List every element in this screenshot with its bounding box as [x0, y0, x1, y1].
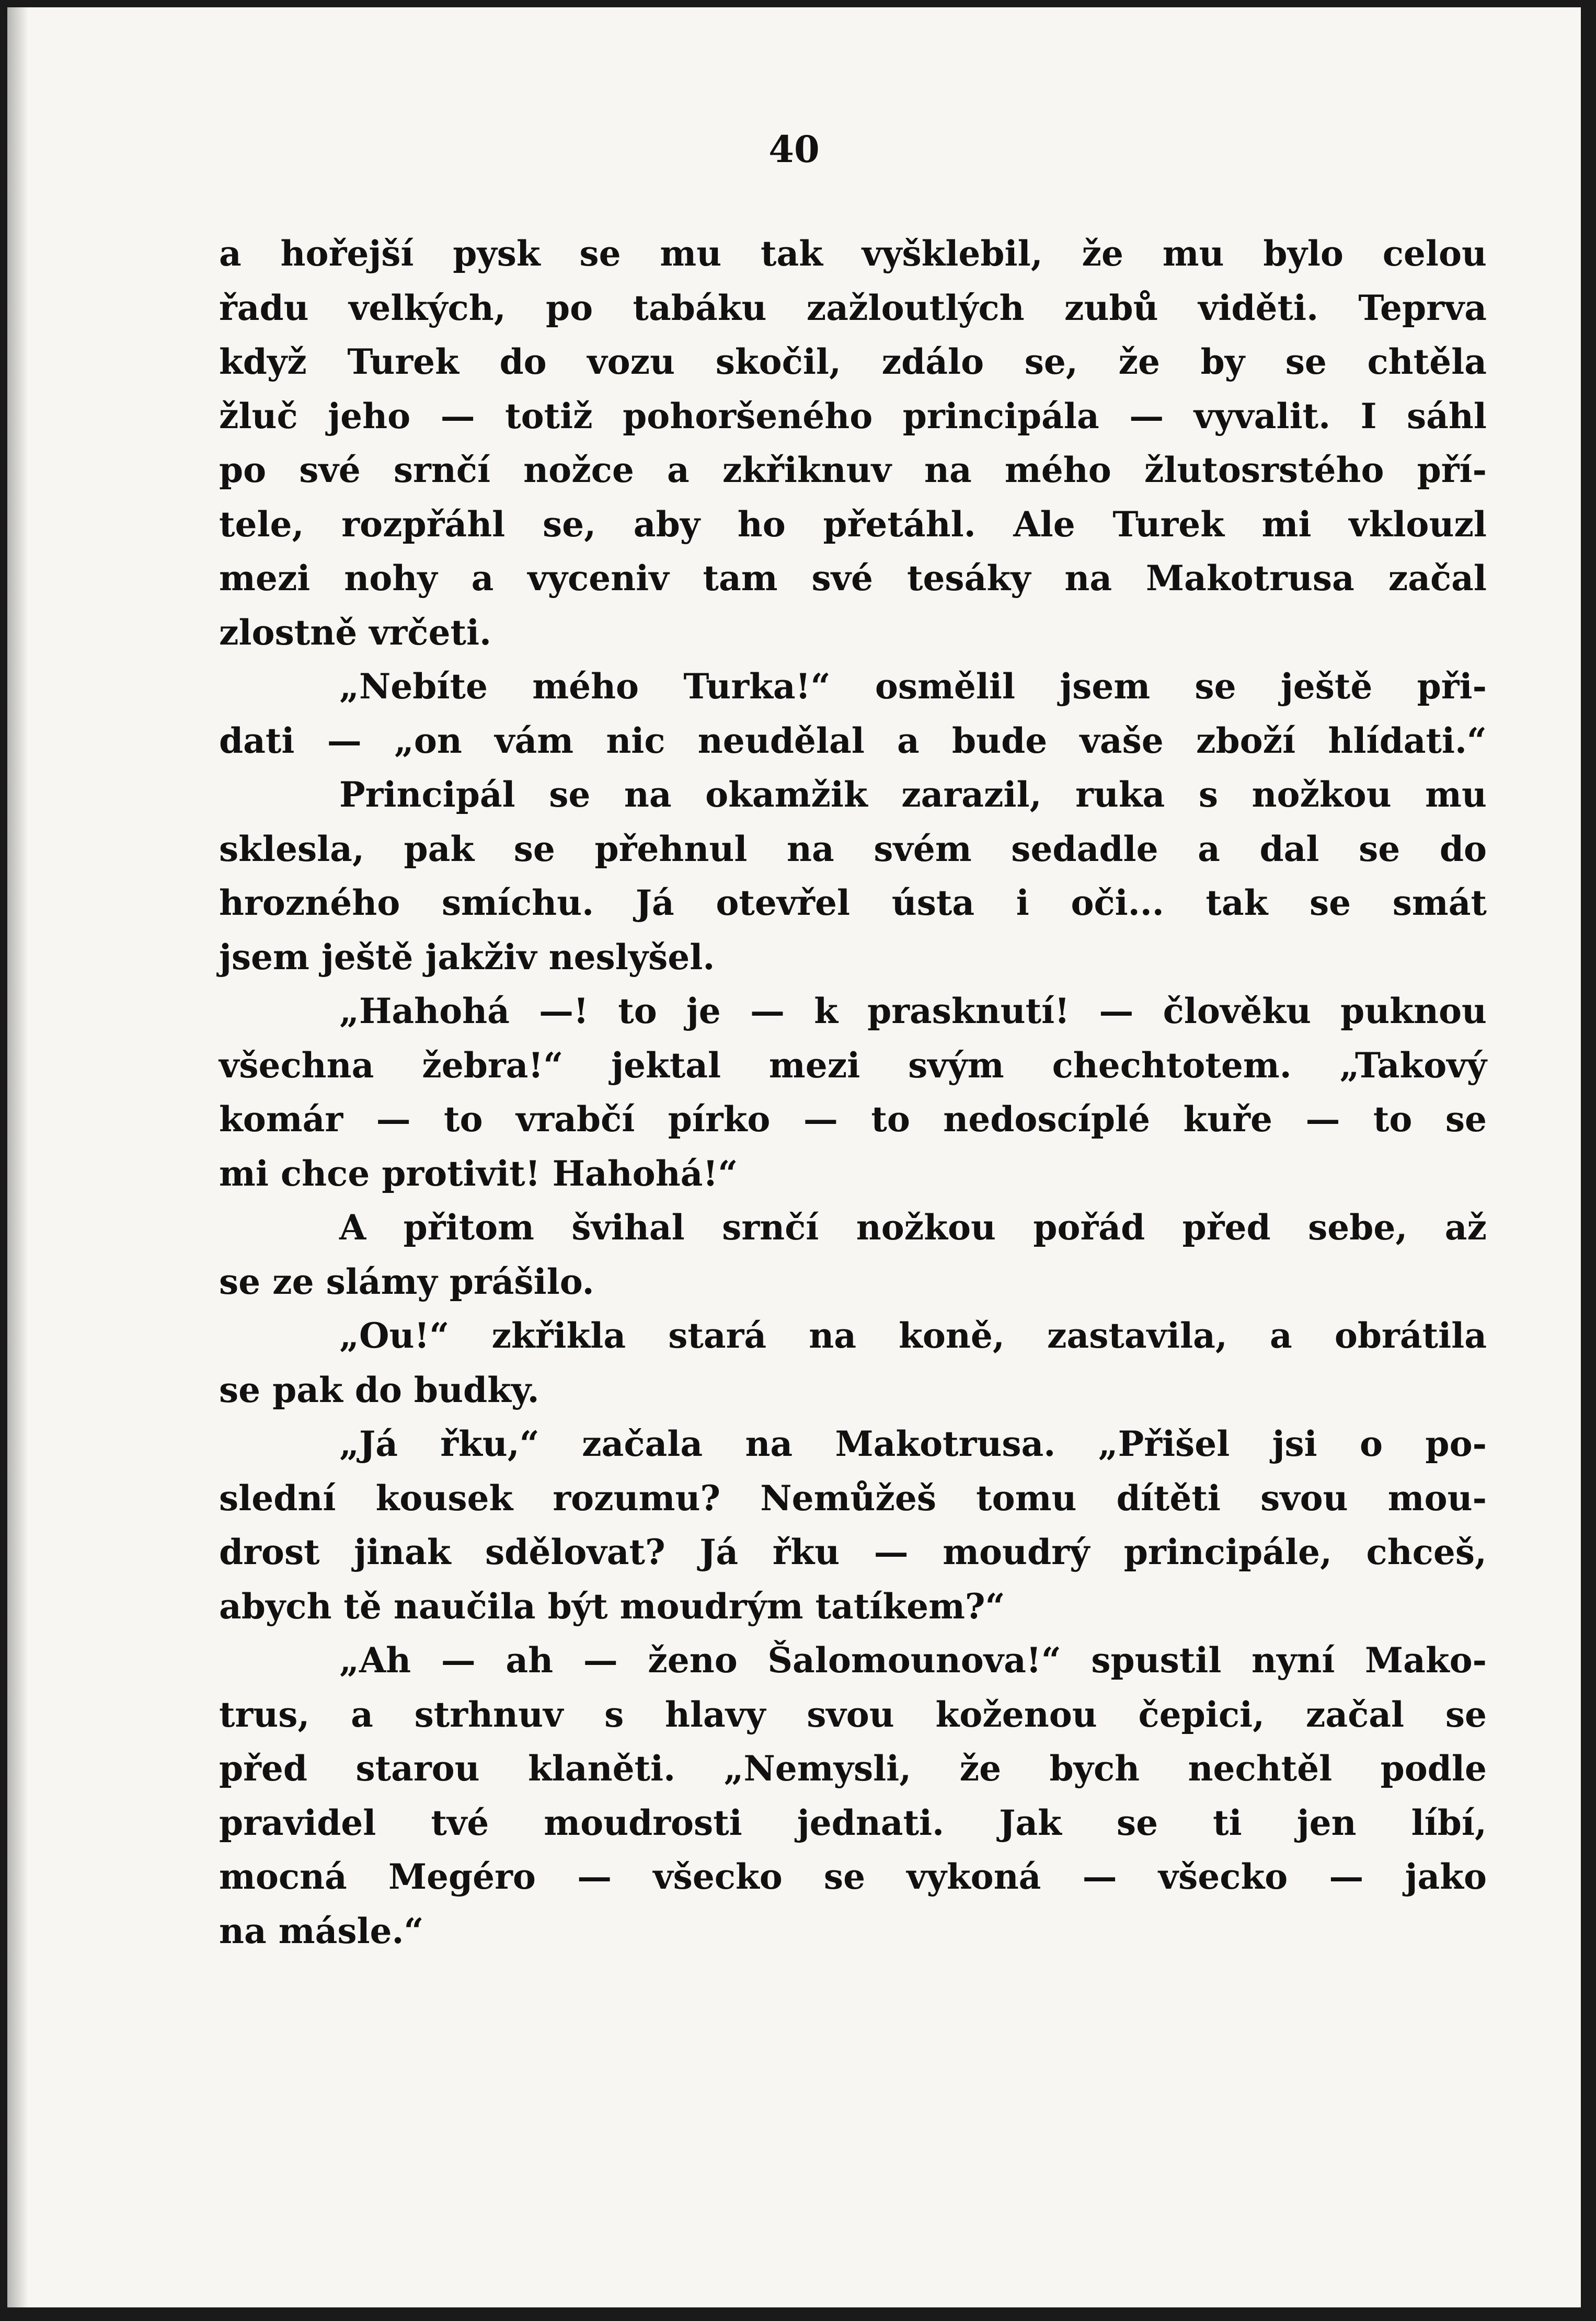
- text-line: slední kousek rozumu? Nemůžeš tomu dítěti svou mou-: [219, 1477, 1487, 1519]
- text-line: sklesla, pak se přehnul na svém sedadle a dal se do: [219, 828, 1487, 869]
- text-line: se pak do budky.: [219, 1369, 539, 1410]
- text-line: pravidel tvé moudrosti jednati. Jak se ti jen líbí,: [219, 1802, 1487, 1843]
- text-line: na másle.“: [219, 1910, 424, 1951]
- text-line: mezi nohy a vyceniv tam své tesáky na Makotrusa začal: [219, 558, 1487, 599]
- text-line: všechna žebra!“ jektal mezi svým chechtotem. „Takový: [219, 1044, 1487, 1086]
- text-line: trus, a strhnuv s hlavy svou koženou čepici, začal se: [219, 1694, 1487, 1735]
- text-line: jsem ještě jakživ neslyšel.: [219, 936, 715, 978]
- text-line: „Ah — ah — ženo Šalomounova!“ spustil nyní Mako-: [339, 1640, 1487, 1681]
- text-line: Principál se na okamžik zarazil, ruka s nožkou mu: [339, 774, 1487, 815]
- page-number: 40: [768, 128, 820, 171]
- text-line: „Já řku,“ začala na Makotrusa. „Přišel jsi o po-: [339, 1423, 1487, 1464]
- text-line: hrozného smíchu. Já otevřel ústa i oči... tak se smát: [219, 882, 1487, 923]
- text-line: komár — to vrabčí pírko — to nedoscíplé kuře — to se: [219, 1099, 1487, 1140]
- text-line: a hořejší pysk se mu tak vyšklebil, že mu bylo celou: [219, 233, 1487, 274]
- text-line: abych tě naučila být moudrým tatíkem?“: [219, 1585, 1005, 1627]
- text-line: se ze slámy prášilo.: [219, 1261, 594, 1302]
- text-line: žluč jeho — totiž pohoršeného principála — vyvalit. I sáhl: [219, 395, 1487, 436]
- text-line: mi chce protivit! Hahohá!“: [219, 1153, 738, 1194]
- text-line: A přitom švihal srnčí nožkou pořád před sebe, až: [339, 1207, 1487, 1248]
- body-text: [219, 227, 1487, 1958]
- text-line: řadu velkých, po tabáku zažloutlých zubů viděti. Teprva: [219, 287, 1487, 328]
- text-line: drost jinak sdělovat? Já řku — moudrý principále, chceš,: [219, 1532, 1487, 1572]
- text-line: před starou klaněti. „Nemysli, že bych nechtěl podle: [219, 1748, 1487, 1789]
- text-line: „Nebíte mého Turka!“ osmělil jsem se ještě při-: [339, 666, 1487, 707]
- text-line: tele, rozpřáhl se, aby ho přetáhl. Ale Turek mi vklouzl: [219, 503, 1487, 545]
- text-line: zlostně vrčeti.: [219, 612, 492, 653]
- text-line: když Turek do vozu skočil, zdálo se, že by se chtěla: [219, 341, 1487, 382]
- book-page: [7, 7, 1581, 2307]
- text-line: „Ou!“ zkřikla stará na koně, zastavila, a obrátila: [339, 1315, 1487, 1356]
- page-edge-shadow: [7, 7, 28, 2307]
- text-line: po své srnčí nožce a zkřiknuv na mého žlutosrstého pří-: [219, 450, 1487, 490]
- text-line: mocná Megéro — všecko se vykoná — všecko — jako: [219, 1856, 1487, 1897]
- text-line: dati — „on vám nic neudělal a bude vaše zboží hlídati.“: [219, 720, 1487, 761]
- text-line: „Hahohá —! to je — k prasknutí! — člověku puknou: [339, 991, 1487, 1031]
